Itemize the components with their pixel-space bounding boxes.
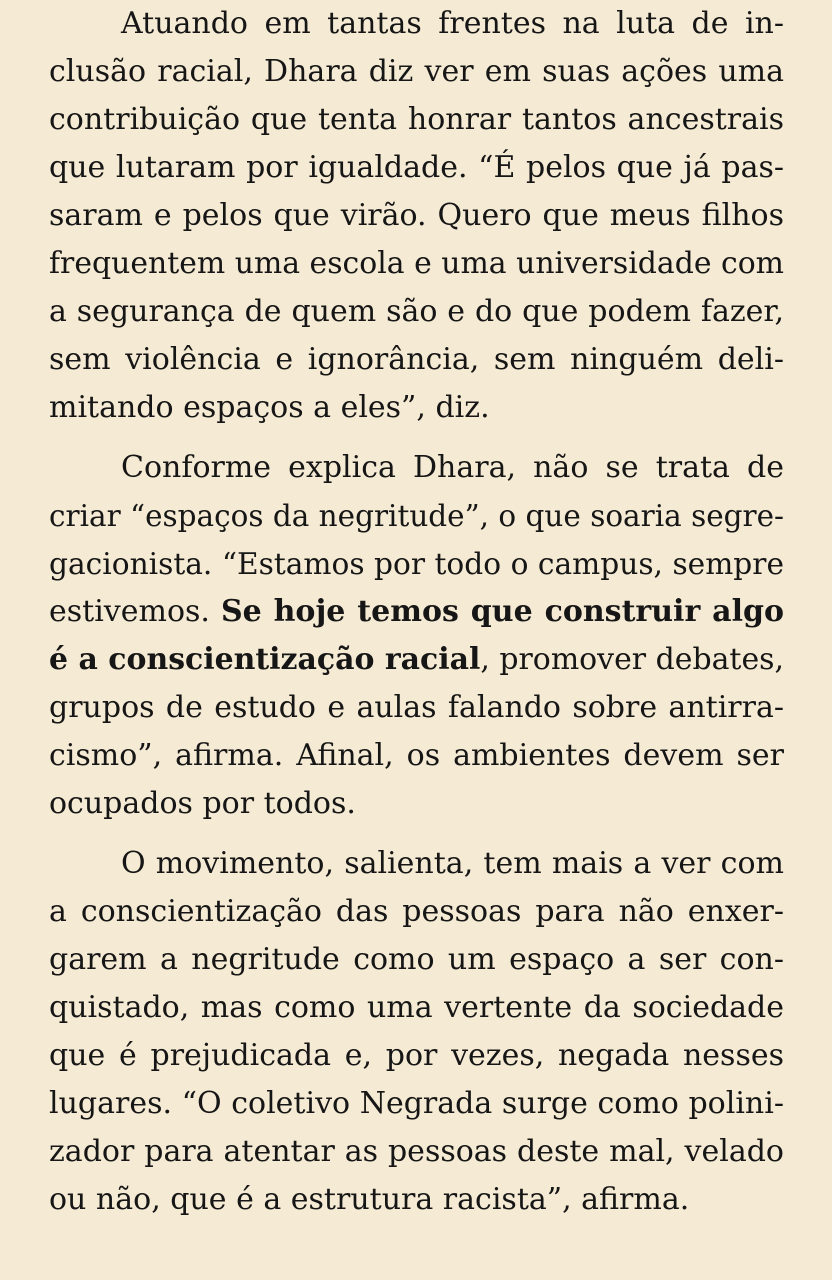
text-line: a segurança de quem são e do que podem fazer,: [49, 294, 784, 329]
text-line: O movimento, salienta, tem mais a ver com: [121, 846, 784, 881]
text-line: criar “espaços da negritude”, o que soaria segre-: [49, 499, 784, 533]
text-line: que é prejudicada e, por vezes, negada nesses: [49, 1038, 784, 1073]
paragraph-2: [49, 444, 784, 828]
text-line: sem violência e ignorância, sem ninguém deli-: [49, 342, 784, 377]
text-line: Conforme explica Dhara, não se trata de: [121, 450, 784, 485]
paragraph-gap: [49, 828, 784, 840]
text-line: saram e pelos que virão. Quero que meus filhos: [49, 198, 784, 233]
text-segment: estivemos.: [49, 594, 221, 629]
text-line: clusão racial, Dhara diz ver em suas ações uma: [49, 54, 784, 89]
paragraph-1: [49, 0, 784, 432]
article-body: [49, 0, 784, 1224]
text-line: ocupados por todos.: [49, 786, 356, 821]
text-segment: , promover debates,: [480, 642, 784, 677]
text-line: [49, 588, 784, 636]
text-line: gacionista. “Estamos por todo o campus, sempre: [49, 546, 784, 581]
emphasis-text: é a conscientização racial: [49, 642, 481, 677]
text-line: garem a negritude como um espaço a ser con-: [49, 942, 784, 977]
text-line: que lutaram por igualdade. “É pelos que já pas-: [49, 150, 784, 185]
text-line: mitando espaços a eles”, diz.: [49, 390, 490, 425]
text-line: [49, 636, 784, 684]
text-line: ou não, que é a estrutura racista”, afirma.: [49, 1182, 690, 1217]
paragraph-gap: [49, 432, 784, 444]
emphasis-text: Se hoje temos que construir algo: [220, 594, 784, 629]
text-line: quistado, mas como uma vertente da sociedade: [49, 990, 784, 1025]
text-line: zador para atentar as pessoas deste mal, velado: [49, 1134, 784, 1169]
text-line: cismo”, afirma. Afinal, os ambientes devem ser: [49, 738, 784, 773]
text-line: a conscientização das pessoas para não enxer-: [49, 894, 784, 929]
text-line: grupos de estudo e aulas falando sobre antirra-: [49, 690, 784, 725]
text-line: frequentem uma escola e uma universidade com: [49, 246, 784, 281]
text-line: contribuição que tenta honrar tantos ancestrais: [49, 102, 784, 137]
text-line: Atuando em tantas frentes na luta de in-: [121, 6, 784, 41]
text-line: lugares. “O coletivo Negrada surge como polini-: [49, 1086, 784, 1121]
paragraph-3: [49, 840, 784, 1224]
